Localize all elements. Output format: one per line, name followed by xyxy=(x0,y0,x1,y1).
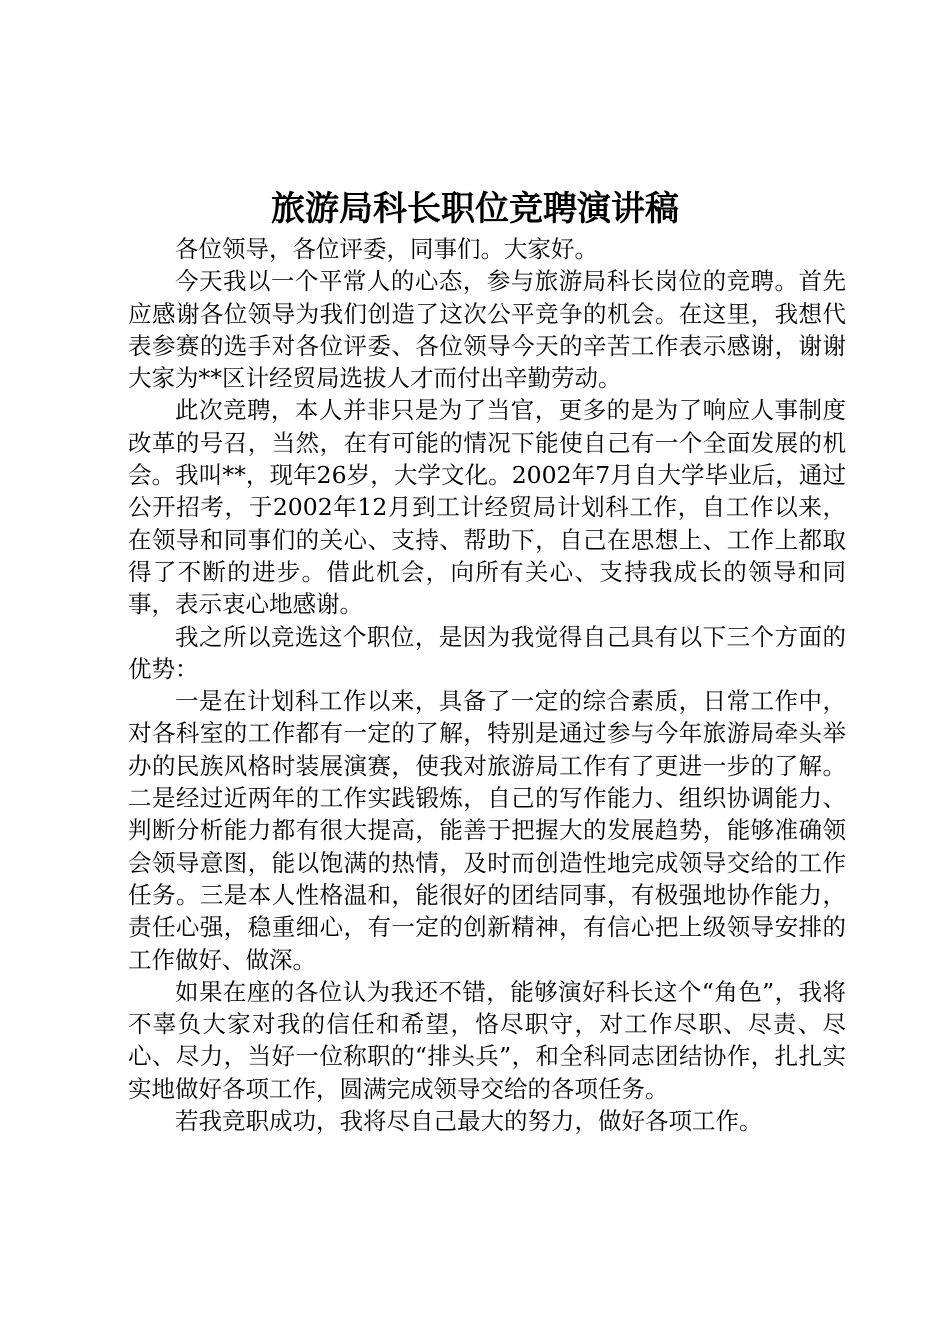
paragraph-thanks: 今天我以一个平常人的心态，参与旅游局科长岗位的竞聘。首先应感谢各位领导为我们创造了这次公平竞争的机会。在这里，我想代表参赛的选手对各位评委、各位领导今天的辛苦工作表示感谢，谢谢大家为**区计经贸局选拔人才而付出辛勤劳动。 xyxy=(128,267,846,393)
document-body xyxy=(128,233,846,1137)
paragraph-greeting: 各位领导，各位评委，同事们。大家好。 xyxy=(175,235,598,263)
paragraph-advantages-intro: 我之所以竞选这个职位，是因为我觉得自己具有以下三个方面的优势： xyxy=(128,622,846,683)
paragraph-advantages: 一是在计划科工作以来，具备了一定的综合素质，日常工作中，对各科室的工作都有一定的了解，特别是通过参与今年旅游局牵头举办的民族风格时装展演赛，使我对旅游局工作有了更进一步的了解。二是经过近两年的工作实践锻炼，自己的写作能力、组织协调能力、判断分析能力都有很大提高，能善于把握大的发展趋势，能够准确领会领导意图，能以饱满的热情，及时而创造性地完成领导交给的工作任务。三是本人性格温和，能很好的团结同事，有极强地协作能力，责任心强，稳重细心，有一定的创新精神，有信心把上级领导安排的工作做好、做深。 xyxy=(128,687,846,974)
paragraph-introduction: 此次竞聘，本人并非只是为了当官，更多的是为了响应人事制度改革的号召，当然，在有可能的情况下能使自己有一个全面发展的机会。我叫**，现年26岁，大学文化。2002年7月自大学毕业后，通过公开招考，于2002年12月到工计经贸局计划科工作，自工作以来，在领导和同事们的关心、支持、帮助下，自己在思想上、工作上都取得了不断的进步。借此机会，向所有关心、支持我成长的领导和同事，表示衷心地感谢。 xyxy=(128,396,846,619)
paragraph-closing: 若我竞职成功，我将尽自己最大的努力，做好各项工作。 xyxy=(175,1107,763,1136)
document-title: 旅游局科长职位竞聘演讲稿 xyxy=(271,189,679,229)
paragraph-commitment: 如果在座的各位认为我还不错，能够演好科长这个“角色”，我将不辜负大家对我的信任和希望，恪尽职守，对工作尽职、尽责、尽心、尽力，当好一位称职的“排头兵”，和全科同志团结协作，扎扎实实地做好各项工作，圆满完成领导交给的各项任务。 xyxy=(128,977,846,1103)
